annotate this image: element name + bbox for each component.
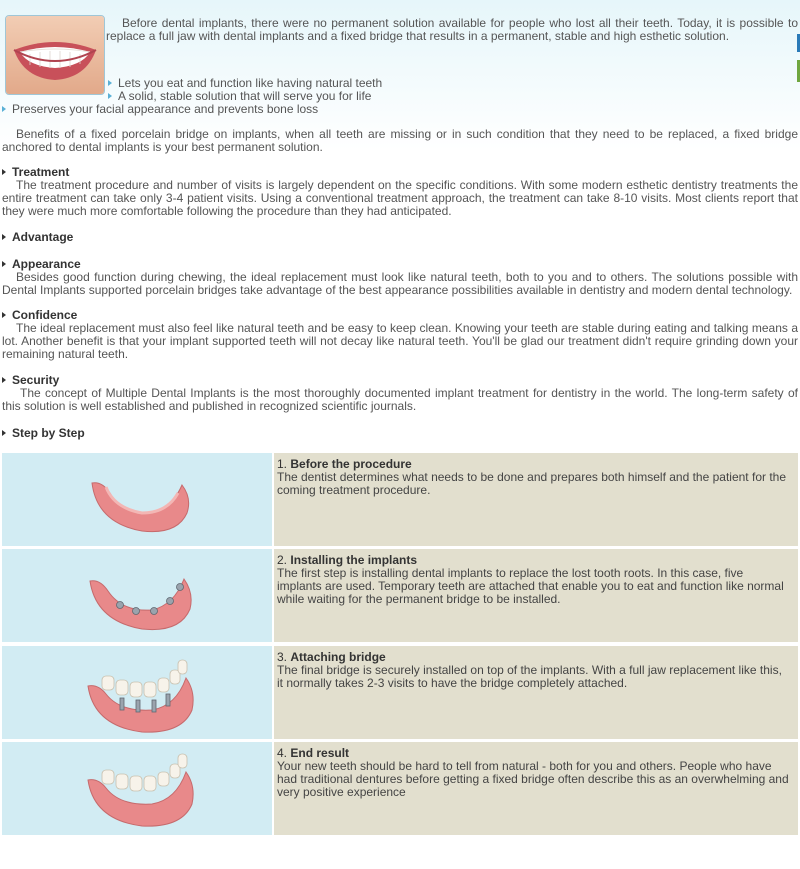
- bullet-arrow-icon: [108, 93, 112, 99]
- step-row: [2, 646, 798, 739]
- jaw-implants-icon: [2, 549, 272, 642]
- step-text-cell: [274, 646, 798, 739]
- jaw-bridge-icon: [2, 646, 272, 739]
- step-illustration: [2, 549, 272, 642]
- security-text: The concept of Multiple Dental Implants is the most thoroughly documented implant treatment for dentistry in the world. The long-term safety of this solution is well established and published in recognized scientific journals.: [2, 386, 798, 413]
- intro-paragraph: Before dental implants, there were no permanent solution available for people who lost all their teeth. Today, it is possible to replace a full jaw with dental implants and a fixed bridge that results in a permanent, stable and high esthetic solution.: [106, 16, 798, 43]
- appearance-text: Besides good function during chewing, the ideal replacement must look like natural teeth, both to you and to others. The solutions possible with Dental Implants supported porcelain bridges take advantage of the best appearance possibilities available in dentistry and modern dental technology.: [2, 270, 798, 297]
- step-illustration: [2, 453, 272, 546]
- step-text-cell: [274, 742, 798, 835]
- heading-arrow-icon: [2, 430, 6, 436]
- confidence-text: The ideal replacement must also feel like natural teeth and be easy to keep clean. Knowing your teeth are stable during eating and talking means a lot. Another benefit is that your implant supported teeth will not decay like natural teeth. You'll be glad our treatment didn't require grinding down your remaining natural teeth.: [2, 321, 798, 361]
- bullet-item: Lets you eat and function like having natural teeth: [108, 77, 382, 90]
- smile-photo: [5, 15, 105, 95]
- heading-arrow-icon: [2, 234, 6, 240]
- section-heading-advantage: Advantage: [2, 231, 73, 244]
- step-title: 3. Attaching bridge: [277, 650, 386, 664]
- bullet-item: A solid, stable solution that will serve you for life: [108, 90, 371, 103]
- treatment-text: The treatment procedure and number of visits is largely dependent on the specific conditions. With some modern esthetic dentistry treatments the entire treatment can take only 3-4 patient visits. Using a conventional treatment approach, the treatment can take 8-10 visits. Most clients report that they were much more comfortable following the procedure than they had anticipated.: [2, 178, 798, 218]
- step-text-cell: [274, 453, 798, 546]
- step-illustration: [2, 742, 272, 835]
- smile-image-icon: [6, 16, 104, 94]
- heading-arrow-icon: [2, 377, 6, 383]
- heading-arrow-icon: [2, 261, 6, 267]
- heading-arrow-icon: [2, 169, 6, 175]
- step-title: 4. End result: [277, 746, 350, 760]
- section-heading-security: Security: [2, 374, 59, 387]
- step-description: Your new teeth should be hard to tell from natural - both for you and others. People who have had traditional dentures before getting a fixed bridge often describe this as an overwhelming and very positive experience: [277, 759, 789, 799]
- step-title: 2. Installing the implants: [277, 553, 418, 567]
- step-title: 1. Before the procedure: [277, 457, 412, 471]
- step-description: The first step is installing dental implants to replace the lost tooth roots. In this case, five implants are used. Temporary teeth are attached that enable you to eat and function like normal while waiting for the permanent bridge to be installed.: [277, 566, 784, 606]
- jaw-empty-icon: [2, 453, 272, 546]
- section-heading-step-by-step: Step by Step: [2, 427, 85, 440]
- heading-arrow-icon: [2, 312, 6, 318]
- jaw-end-result-icon: [2, 742, 272, 835]
- step-description: The final bridge is securely installed on top of the implants. With a full jaw replacement like this, it normally takes 2-3 visits to have the bridge completely attached.: [277, 663, 782, 690]
- step-row: [2, 742, 798, 835]
- step-text-cell: [274, 549, 798, 642]
- step-row: [2, 549, 798, 642]
- benefits-paragraph: Benefits of a fixed porcelain bridge on implants, when all teeth are missing or in such condition that they need to be replaced, a fixed bridge anchored to dental implants is your best permanent solution.: [2, 127, 798, 154]
- section-heading-treatment: Treatment: [2, 166, 69, 179]
- bullet-arrow-icon: [2, 106, 6, 112]
- section-heading-appearance: Appearance: [2, 258, 81, 271]
- step-illustration: [2, 646, 272, 739]
- bullet-arrow-icon: [108, 80, 112, 86]
- step-description: The dentist determines what needs to be done and prepares both himself and the patient for the coming treatment procedure.: [277, 470, 786, 497]
- step-row: [2, 453, 798, 546]
- bullet-item: Preserves your facial appearance and prevents bone loss: [2, 103, 318, 116]
- section-heading-confidence: Confidence: [2, 309, 77, 322]
